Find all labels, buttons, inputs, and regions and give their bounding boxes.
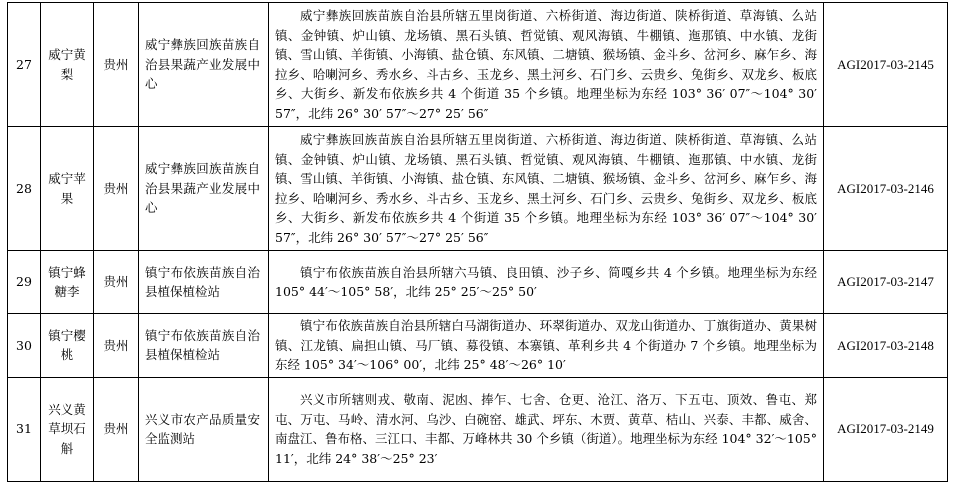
product-name: 威宁黄梨 (41, 3, 94, 127)
province: 贵州 (94, 314, 139, 378)
product-name: 镇宁蜂糖李 (41, 251, 94, 314)
province: 贵州 (94, 377, 139, 481)
row-number: 27 (8, 3, 41, 127)
row-number: 31 (8, 377, 41, 481)
geographic-indication-table (7, 2, 948, 482)
production-scope: 威宁彝族回族苗族自治县所辖五里岗街道、六桥街道、海边街道、陕桥街道、草海镇、么站镇、金钟镇、炉山镇、龙场镇、黑石头镇、哲觉镇、观风海镇、牛棚镇、迤那镇、中水镇、龙街镇、雪山镇、羊街镇、小海镇、盐仓镇、东风镇、二塘镇、猴场镇、金斗乡、岔河乡、麻乍乡、海拉乡、哈喇河乡、秀水乡、斗古乡、玉龙乡、黑土河乡、石门乡、云贵乡、兔街乡、双龙乡、板底乡、大街乡、新发布依族乡共 4 个街道 35 个乡镇。地理坐标为东经 103° 36′ 07″～104° 30′ 57″，北纬 26° 30′ 57″～27° 25′ 56″ (269, 127, 824, 251)
registration-code: AGI2017-03-2145 (824, 3, 948, 127)
province: 贵州 (94, 3, 139, 127)
row-number: 30 (8, 314, 41, 378)
table-row (8, 377, 948, 481)
production-scope: 兴义市所辖则戎、敬南、泥凼、捧乍、七舍、仓更、沧江、洛万、下五屯、顶效、鲁屯、郑屯、万屯、马岭、清水河、乌沙、白碗窑、雄武、坪东、木贾、黄草、桔山、兴泰、丰都、威舍、南盘江、鲁布格、三江口、丰都、万峰林共 30 个乡镇（街道）。地理坐标为东经 104° 32′～105° 11′，北纬 24° 38′～25° 23′ (269, 377, 824, 481)
row-number: 29 (8, 251, 41, 314)
registration-code: AGI2017-03-2147 (824, 251, 948, 314)
applicant-org: 威宁彝族回族苗族自治县果蔬产业发展中心 (139, 3, 269, 127)
applicant-org: 镇宁布依族苗族自治县植保植检站 (139, 251, 269, 314)
registration-code: AGI2017-03-2149 (824, 377, 948, 481)
applicant-org: 镇宁布依族苗族自治县植保植检站 (139, 314, 269, 378)
production-scope: 镇宁布依族苗族自治县所辖白马湖街道办、环翠街道办、双龙山街道办、丁旗街道办、黄果树镇、江龙镇、扁担山镇、马厂镇、募役镇、本寨镇、革利乡共 4 个街道办 7 个乡镇。地理坐标为东经 105° 34′～106° 00′，北纬 25° 48′～26° 10′ (269, 314, 824, 378)
product-name: 镇宁樱桃 (41, 314, 94, 378)
province: 贵州 (94, 127, 139, 251)
applicant-org: 兴义市农产品质量安全监测站 (139, 377, 269, 481)
row-number: 28 (8, 127, 41, 251)
applicant-org: 威宁彝族回族苗族自治县果蔬产业发展中心 (139, 127, 269, 251)
production-scope: 威宁彝族回族苗族自治县所辖五里岗街道、六桥街道、海边街道、陕桥街道、草海镇、么站镇、金钟镇、炉山镇、龙场镇、黑石头镇、哲觉镇、观风海镇、牛棚镇、迤那镇、中水镇、龙街镇、雪山镇、羊街镇、小海镇、盐仓镇、东风镇、二塘镇、猴场镇、金斗乡、岔河乡、麻乍乡、海拉乡、哈喇河乡、秀水乡、斗古乡、玉龙乡、黑土河乡、石门乡、云贵乡、兔街乡、双龙乡、板底乡、大街乡、新发布依族乡共 4 个街道 35 个乡镇。地理坐标为东经 103° 36′ 07″～104° 30′ 57″，北纬 26° 30′ 57″～27° 25′ 56″ (269, 3, 824, 127)
table-row (8, 3, 948, 127)
registration-code: AGI2017-03-2146 (824, 127, 948, 251)
table-row (8, 127, 948, 251)
product-name: 兴义黄草坝石斛 (41, 377, 94, 481)
table-row (8, 314, 948, 378)
province: 贵州 (94, 251, 139, 314)
registration-code: AGI2017-03-2148 (824, 314, 948, 378)
table-row (8, 251, 948, 314)
production-scope: 镇宁布依族苗族自治县所辖六马镇、良田镇、沙子乡、简嘎乡共 4 个乡镇。地理坐标为东经 105° 44′～105° 58′，北纬 25° 25′～25° 50′ (269, 251, 824, 314)
product-name: 威宁苹果 (41, 127, 94, 251)
